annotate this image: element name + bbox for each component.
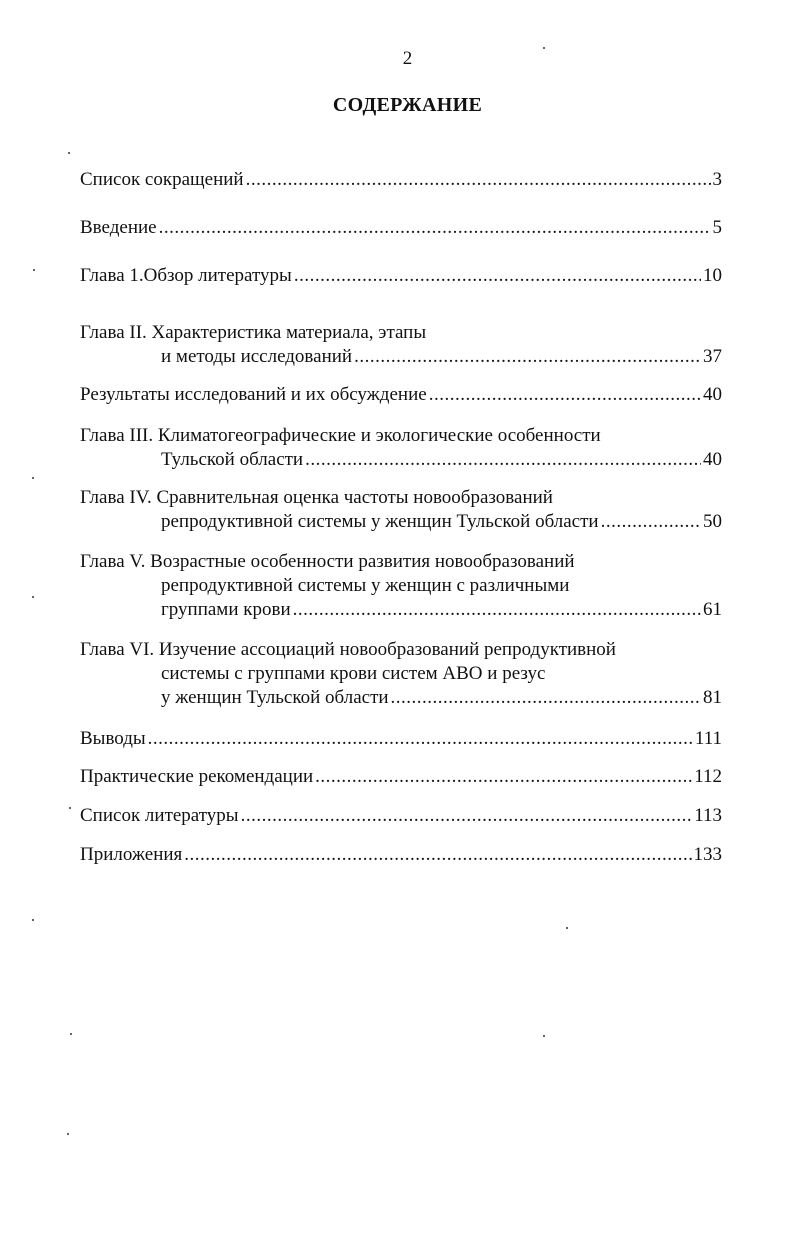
toc-entry-chapter-5[interactable] xyxy=(80,550,722,622)
toc-entry-chapter-1[interactable] xyxy=(80,264,722,288)
scan-speck xyxy=(68,152,70,154)
toc-page-number: 40 xyxy=(703,449,722,470)
scan-speck xyxy=(67,1133,69,1135)
toc-page-number: 37 xyxy=(703,346,722,367)
dot-leader xyxy=(601,510,701,534)
toc-page-number: 50 xyxy=(703,511,722,532)
toc-entry-title: Практические рекомендации xyxy=(80,766,314,787)
toc-entry-title-cont: репродуктивной системы у женщин Тульской области xyxy=(161,511,599,532)
scan-speck xyxy=(32,919,34,921)
dot-leader xyxy=(429,383,701,407)
toc-entry-title: Приложения xyxy=(80,844,183,865)
dot-leader xyxy=(294,264,701,288)
dot-leader xyxy=(246,168,711,192)
toc-entry-appendices[interactable] xyxy=(80,843,722,867)
toc-page-number: 111 xyxy=(694,728,722,749)
dot-leader xyxy=(315,765,692,789)
scan-speck xyxy=(32,477,34,479)
toc-entry-recommendations[interactable] xyxy=(80,765,722,789)
toc-entry-title: Результаты исследований и их обсуждение xyxy=(80,384,427,405)
dot-leader xyxy=(391,686,701,710)
toc-entry-title-cont: группами крови xyxy=(161,599,291,620)
dot-leader xyxy=(241,804,693,828)
dot-leader xyxy=(184,843,691,867)
toc-entry-introduction[interactable] xyxy=(80,216,722,240)
page-title: СОДЕРЖАНИЕ xyxy=(332,94,483,116)
page-number: 2 xyxy=(402,48,413,69)
toc-entry-title-cont: системы с группами крови систем АВО и резус xyxy=(161,663,546,684)
toc-entry-references[interactable] xyxy=(80,804,722,828)
toc-entry-chapter-6[interactable] xyxy=(80,638,722,710)
toc-entry-title: Выводы xyxy=(80,728,146,749)
dot-leader xyxy=(293,598,701,622)
toc-entry-title: Список литературы xyxy=(80,805,239,826)
toc-entry-chapter-4[interactable] xyxy=(80,486,722,534)
toc-page-number: 61 xyxy=(703,599,722,620)
toc-entry-title: Глава II. Характеристика материала, этапы xyxy=(80,322,427,343)
dot-leader xyxy=(148,727,693,751)
dot-leader xyxy=(159,216,711,240)
toc-page-number: 40 xyxy=(703,384,722,405)
toc-page-number: 5 xyxy=(712,217,722,238)
toc-entry-results[interactable] xyxy=(80,383,722,407)
toc-entry-title-cont: Тульской области xyxy=(161,449,304,470)
toc-entry-title: Глава IV. Сравнительная оценка частоты новообразований xyxy=(80,487,553,508)
toc-entry-title-cont: репродуктивной системы у женщин с различными xyxy=(161,575,570,596)
toc-entry-chapter-2[interactable] xyxy=(80,321,722,369)
scan-speck xyxy=(33,269,35,271)
toc-entry-title: Введение xyxy=(80,217,157,238)
toc-entry-chapter-3[interactable] xyxy=(80,424,722,472)
toc-entry-title-cont: и методы исследований xyxy=(161,346,353,367)
toc-entry-title: Глава 1.Обзор литературы xyxy=(80,265,292,286)
toc-page-number: 113 xyxy=(694,805,722,826)
toc-entry-conclusions[interactable] xyxy=(80,727,722,751)
scan-speck xyxy=(32,596,34,598)
toc-entry-title: Глава V. Возрастные особенности развития новообразований xyxy=(80,551,575,572)
scan-speck xyxy=(543,1035,545,1037)
toc-page-number: 133 xyxy=(693,844,722,865)
toc-entry-title: Список сокращений xyxy=(80,169,244,190)
toc-page-number: 81 xyxy=(703,687,722,708)
toc-page-number: 10 xyxy=(703,265,722,286)
toc-entry-title: Глава III. Климатогеографические и экологические особенности xyxy=(80,425,601,446)
dot-leader xyxy=(354,345,701,369)
scan-speck xyxy=(543,47,545,49)
scan-speck xyxy=(70,1033,72,1035)
scan-speck xyxy=(566,927,568,929)
toc-page-number: 3 xyxy=(712,169,722,190)
scan-speck xyxy=(69,807,71,809)
toc-entry-title: Глава VI. Изучение ассоциаций новообразований репродуктивной xyxy=(80,639,616,660)
dot-leader xyxy=(305,448,701,472)
toc-entry-title-cont: у женщин Тульской области xyxy=(161,687,389,708)
toc-entry-abbreviations[interactable] xyxy=(80,168,722,192)
toc-page-number: 112 xyxy=(694,766,722,787)
